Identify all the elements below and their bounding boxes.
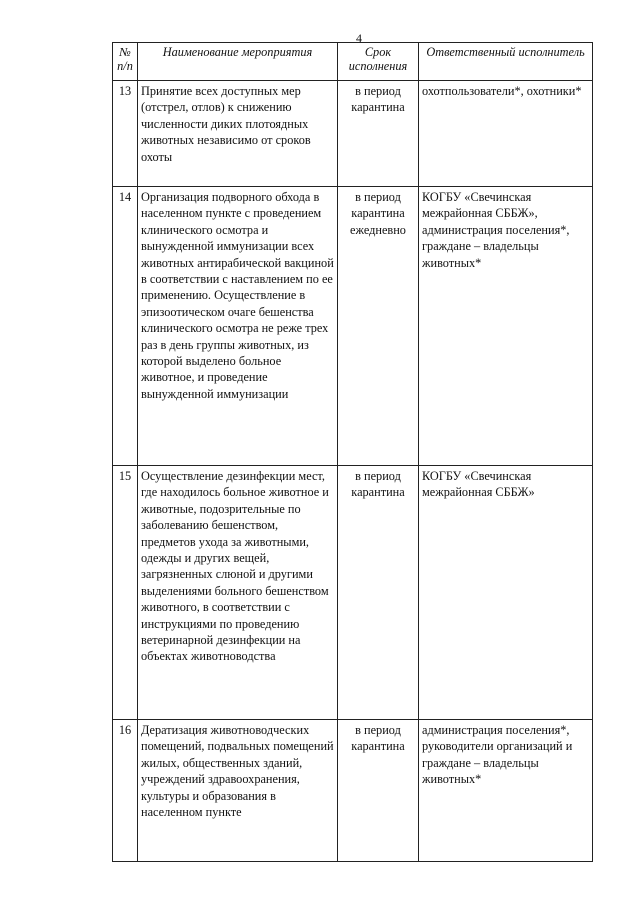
row-activity: Организация подворного обхода в населенном пункте с проведением клинического осмотра и вынужденной иммунизации всех животных антирабической вакциной в соответствии с наставлением по ее применению. Осуществление в эпизоотическом очаге бешенства клинического осмотра не реже трех раз в день группы животных, из которой выделено больное животное, и проведение вынужденной иммунизации — [138, 187, 338, 466]
table-row — [113, 81, 593, 187]
table-row — [113, 187, 593, 466]
row-number: 13 — [113, 81, 138, 187]
page-number: 4 — [356, 31, 362, 45]
row-number: 15 — [113, 466, 138, 720]
row-term: в период карантина — [338, 466, 419, 720]
header-term: Срок исполнения — [338, 43, 419, 81]
header-num: № п/п — [113, 43, 138, 81]
table-row — [113, 720, 593, 862]
row-number: 14 — [113, 187, 138, 466]
row-responsible: КОГБУ «Свечинская межрайонная СББЖ» — [419, 466, 593, 720]
row-activity: Осуществление дезинфекции мест, где находилось больное животное и животные, подозрительные по заболеванию бешенством, предметов ухода за животными, одежды и других вещей, загрязненных слюной и другими выделениями больного бешенством животного, в соответствии с инструкциями по проведению ветеринарной дезинфекции на объектах животноводства — [138, 466, 338, 720]
header-activity: Наименование мероприятия — [138, 43, 338, 81]
table-row — [113, 466, 593, 720]
row-term: в период карантина ежедневно — [338, 187, 419, 466]
row-term: в период карантина — [338, 81, 419, 187]
row-number: 16 — [113, 720, 138, 862]
row-activity: Дератизация животноводческих помещений, подвальных помещений жилых, общественных зданий, учреждений здравоохранения, культуры и образования в населенном пункте — [138, 720, 338, 862]
measures-table — [112, 42, 593, 862]
row-responsible: КОГБУ «Свечинская межрайонная СББЖ», администрация поселения*, граждане – владельцы животных* — [419, 187, 593, 466]
row-responsible: охотпользователи*, охотники* — [419, 81, 593, 187]
table-header-row — [113, 43, 593, 81]
row-activity: Принятие всех доступных мер (отстрел, отлов) к снижению численности диких плотоядных животных независимо от сроков охоты — [138, 81, 338, 187]
row-responsible: администрация поселения*, руководители организаций и граждане – владельцы животных* — [419, 720, 593, 862]
header-responsible: Ответственный исполнитель — [419, 43, 593, 81]
row-term: в период карантина — [338, 720, 419, 862]
